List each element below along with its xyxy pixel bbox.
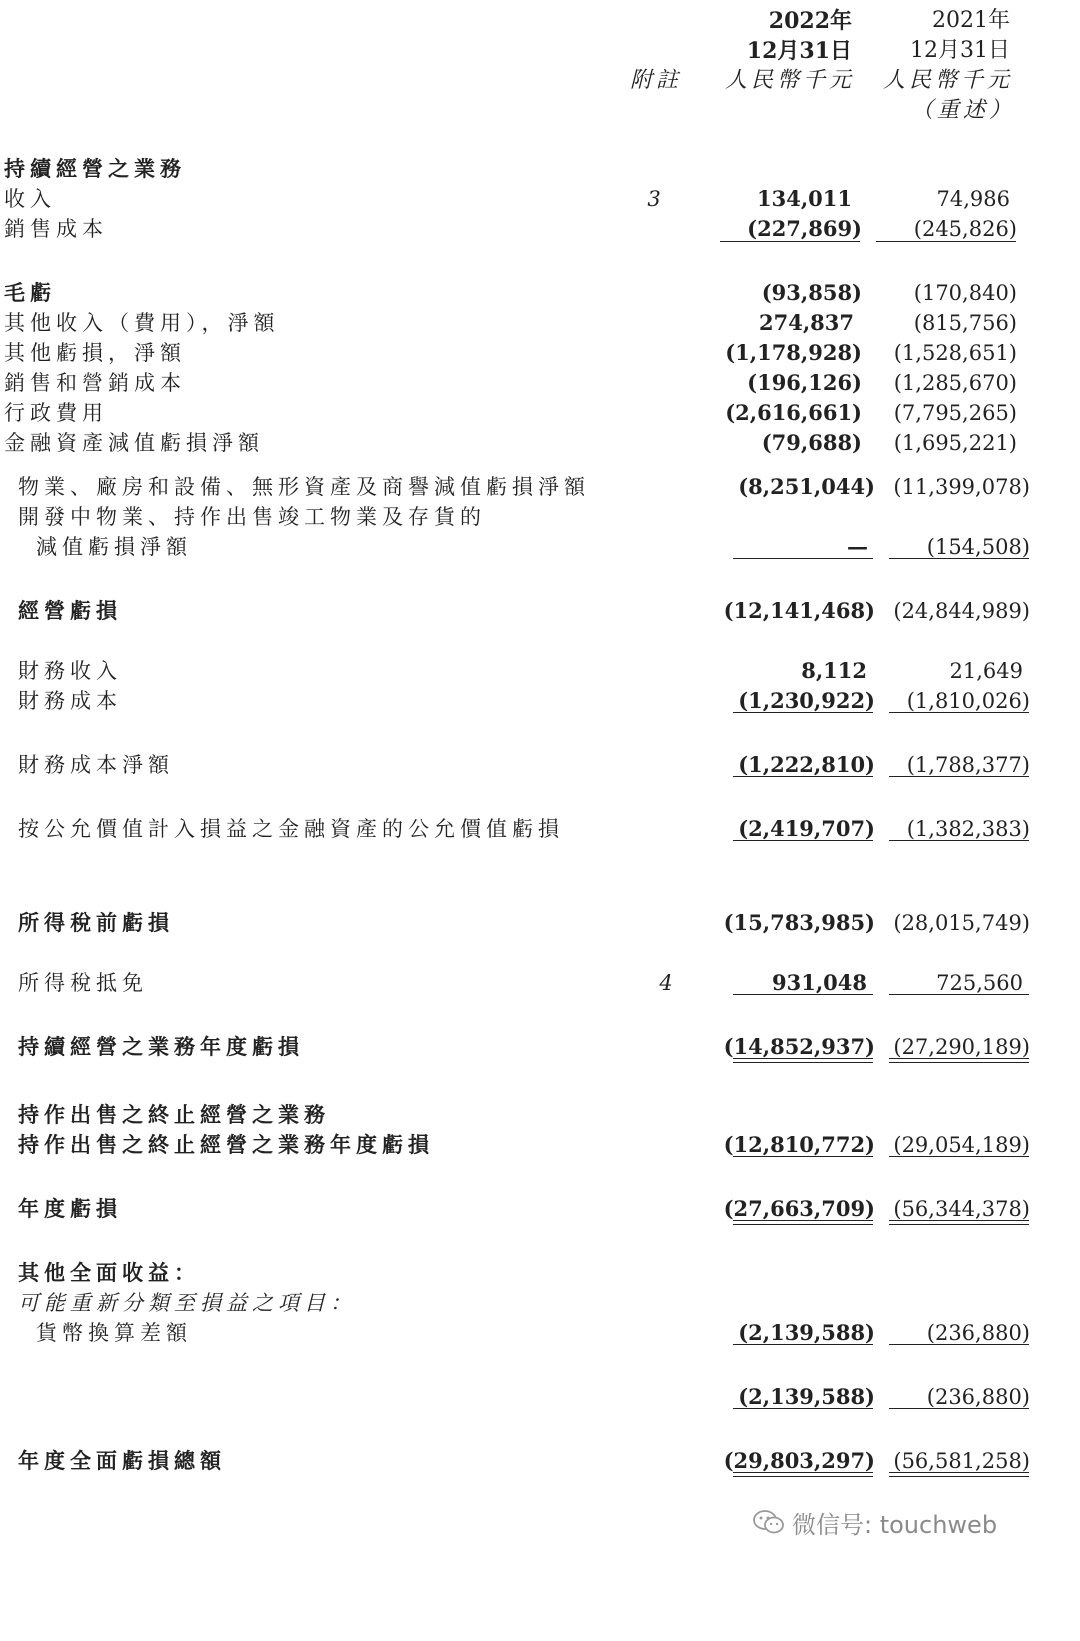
rule-currency-translation-2021	[889, 1344, 1029, 1345]
row-finance-costs-2021: (1,810,026)	[906, 689, 1030, 713]
row-revenue-2021: 74,986	[936, 187, 1010, 211]
row-ppe-impairment-2021: (11,399,078)	[893, 475, 1030, 499]
row-financial-asset-impairment-2022: (79,688)	[761, 430, 862, 455]
row-total-comprehensive-loss-2022: (29,803,297)	[723, 1448, 875, 1473]
row-property-impairment-2021: (154,508)	[926, 535, 1030, 559]
row-cost-of-sales-label: 銷售成本	[4, 217, 108, 241]
double-rule-continuing-loss-2022	[733, 1058, 873, 1063]
row-operating-loss-2021: (24,844,989)	[893, 599, 1030, 623]
rule-income-tax-credit-2022	[733, 994, 873, 995]
row-fvtpl-loss-label: 按公允價值計入損益之金融資產的公允價值虧損	[18, 817, 564, 841]
row-other-income-2022: 274,837	[759, 310, 854, 335]
row-gross-loss-label: 毛虧	[4, 280, 56, 305]
row-income-tax-credit-2021: 725,560	[936, 971, 1023, 995]
rule-oci-subtotal-2021	[889, 1408, 1029, 1409]
row-selling-marketing-label: 銷售和營銷成本	[4, 371, 186, 395]
row-ppe-impairment-label: 物業、廠房和設備、無形資產及商譽減值虧損淨額	[18, 475, 590, 499]
row-continuing-loss-2021: (27,290,189)	[893, 1035, 1030, 1059]
rule-fvtpl-loss-2022	[733, 840, 873, 841]
row-fvtpl-loss-2022: (2,419,707)	[738, 816, 875, 841]
row-discontinued-loss-2021: (29,054,189)	[893, 1133, 1030, 1157]
row-cost-of-sales-2022: (227,869)	[747, 216, 862, 241]
double-rule-loss-for-year-2021	[889, 1220, 1029, 1225]
header-date-2021: 12月31日	[910, 38, 1010, 63]
row-ppe-impairment-2022: (8,251,044)	[738, 474, 875, 499]
row-property-impairment-label-line1: 開發中物業、持作出售竣工物業及存貨的	[18, 505, 486, 529]
row-other-income-2021: (815,756)	[913, 311, 1017, 335]
header-year-2021: 2021年	[932, 8, 1010, 33]
rule-finance-costs-2022	[733, 712, 873, 713]
row-selling-marketing-2021: (1,285,670)	[893, 371, 1017, 395]
double-rule-loss-for-year-2022	[733, 1220, 873, 1225]
rule-discontinued-loss-2021	[889, 1156, 1029, 1157]
row-loss-before-tax-label: 所得稅前虧損	[18, 910, 174, 935]
wechat-icon	[752, 1508, 786, 1536]
row-revenue-label: 收入	[4, 187, 56, 211]
row-total-comprehensive-loss-2021: (56,581,258)	[893, 1449, 1030, 1473]
rule-cost-of-sales-2021	[876, 241, 1016, 242]
row-property-impairment-label-line2: 減值虧損淨額	[36, 535, 192, 559]
row-continuing-loss-2022: (14,852,937)	[723, 1034, 875, 1059]
row-oci-subtotal-2021: (236,880)	[926, 1385, 1030, 1409]
row-net-finance-costs-label: 財務成本淨額	[18, 753, 174, 777]
row-other-income-label: 其他收入（費用），淨額	[4, 311, 280, 335]
rule-cost-of-sales-2022	[720, 241, 860, 242]
rule-fvtpl-loss-2021	[889, 840, 1029, 841]
row-loss-for-year-label: 年度虧損	[18, 1196, 122, 1221]
header-note-column: 附註	[629, 68, 682, 93]
row-finance-income-2022: 8,112	[801, 658, 867, 683]
rule-net-finance-costs-2022	[733, 776, 873, 777]
row-other-losses-2022: (1,178,928)	[725, 340, 862, 365]
row-gross-loss-2021: (170,840)	[913, 281, 1017, 305]
row-admin-expenses-label: 行政費用	[4, 401, 108, 425]
rule-property-impairment-2022	[733, 558, 873, 559]
header-year-2022: 2022年	[768, 8, 852, 34]
row-finance-income-label: 財務收入	[18, 659, 122, 683]
row-finance-costs-label: 財務成本	[18, 689, 122, 713]
section-discontinued-operations: 持作出售之終止經營之業務	[18, 1102, 330, 1127]
row-financial-asset-impairment-label: 金融資產減值虧損淨額	[4, 431, 264, 455]
row-finance-income-2021: 21,649	[949, 659, 1023, 683]
watermark-text: 微信号: touchweb	[792, 1510, 998, 1539]
row-currency-translation-2021: (236,880)	[926, 1321, 1030, 1345]
subsection-reclassifiable-items: 可能重新分類至損益之項目：	[18, 1291, 356, 1315]
row-revenue-2022: 134,011	[757, 186, 852, 211]
row-oci-subtotal-2022: (2,139,588)	[738, 1384, 875, 1409]
row-other-losses-label: 其他虧損，淨額	[4, 341, 186, 365]
row-gross-loss-2022: (93,858)	[761, 280, 862, 305]
row-admin-expenses-2022: (2,616,661)	[725, 400, 862, 425]
rule-property-impairment-2021	[889, 558, 1029, 559]
double-rule-total-comprehensive-loss-2022	[733, 1472, 873, 1477]
header-unit-2021: 人民幣千元	[882, 68, 1013, 93]
row-operating-loss-label: 經營虧損	[18, 598, 122, 623]
rule-discontinued-loss-2022	[733, 1156, 873, 1157]
row-admin-expenses-2021: (7,795,265)	[893, 401, 1017, 425]
row-currency-translation-label: 貨幣換算差額	[36, 1321, 192, 1345]
row-discontinued-loss-label: 持作出售之終止經營之業務年度虧損	[18, 1132, 434, 1157]
row-cost-of-sales-2021: (245,826)	[913, 217, 1017, 241]
row-other-losses-2021: (1,528,651)	[893, 341, 1017, 365]
row-continuing-loss-label: 持續經營之業務年度虧損	[18, 1034, 304, 1059]
section-other-comprehensive-income: 其他全面收益：	[18, 1260, 200, 1285]
double-rule-total-comprehensive-loss-2021	[889, 1472, 1029, 1477]
row-loss-before-tax-2022: (15,783,985)	[723, 910, 875, 935]
header-unit-2022: 人民幣千元	[724, 68, 855, 93]
row-net-finance-costs-2021: (1,788,377)	[906, 753, 1030, 777]
section-continuing-operations: 持續經營之業務	[4, 156, 186, 181]
row-currency-translation-2022: (2,139,588)	[738, 1320, 875, 1345]
row-income-tax-credit-label: 所得稅抵免	[18, 971, 148, 995]
row-income-tax-credit-2022: 931,048	[772, 970, 867, 995]
row-revenue-note: 3	[647, 187, 661, 211]
watermark	[752, 1502, 997, 1542]
row-net-finance-costs-2022: (1,222,810)	[738, 752, 875, 777]
rule-currency-translation-2022	[733, 1344, 873, 1345]
header-restated: （重述）	[910, 98, 1015, 123]
row-financial-asset-impairment-2021: (1,695,221)	[893, 431, 1017, 455]
row-loss-for-year-2022: (27,663,709)	[723, 1196, 875, 1221]
rule-income-tax-credit-2021	[889, 994, 1029, 995]
row-selling-marketing-2022: (196,126)	[747, 370, 862, 395]
rule-finance-costs-2021	[889, 712, 1029, 713]
row-loss-for-year-2021: (56,344,378)	[893, 1197, 1030, 1221]
row-finance-costs-2022: (1,230,922)	[738, 688, 875, 713]
header-date-2022: 12月31日	[746, 38, 852, 64]
row-total-comprehensive-loss-label: 年度全面虧損總額	[18, 1448, 226, 1473]
row-income-tax-credit-note: 4	[659, 971, 673, 995]
row-loss-before-tax-2021: (28,015,749)	[893, 911, 1030, 935]
double-rule-continuing-loss-2021	[889, 1058, 1029, 1063]
rule-oci-subtotal-2022	[733, 1408, 873, 1409]
rule-net-finance-costs-2021	[889, 776, 1029, 777]
row-property-impairment-2022: —	[847, 534, 868, 559]
row-discontinued-loss-2022: (12,810,772)	[723, 1132, 875, 1157]
row-fvtpl-loss-2021: (1,382,383)	[906, 817, 1030, 841]
row-operating-loss-2022: (12,141,468)	[723, 598, 875, 623]
